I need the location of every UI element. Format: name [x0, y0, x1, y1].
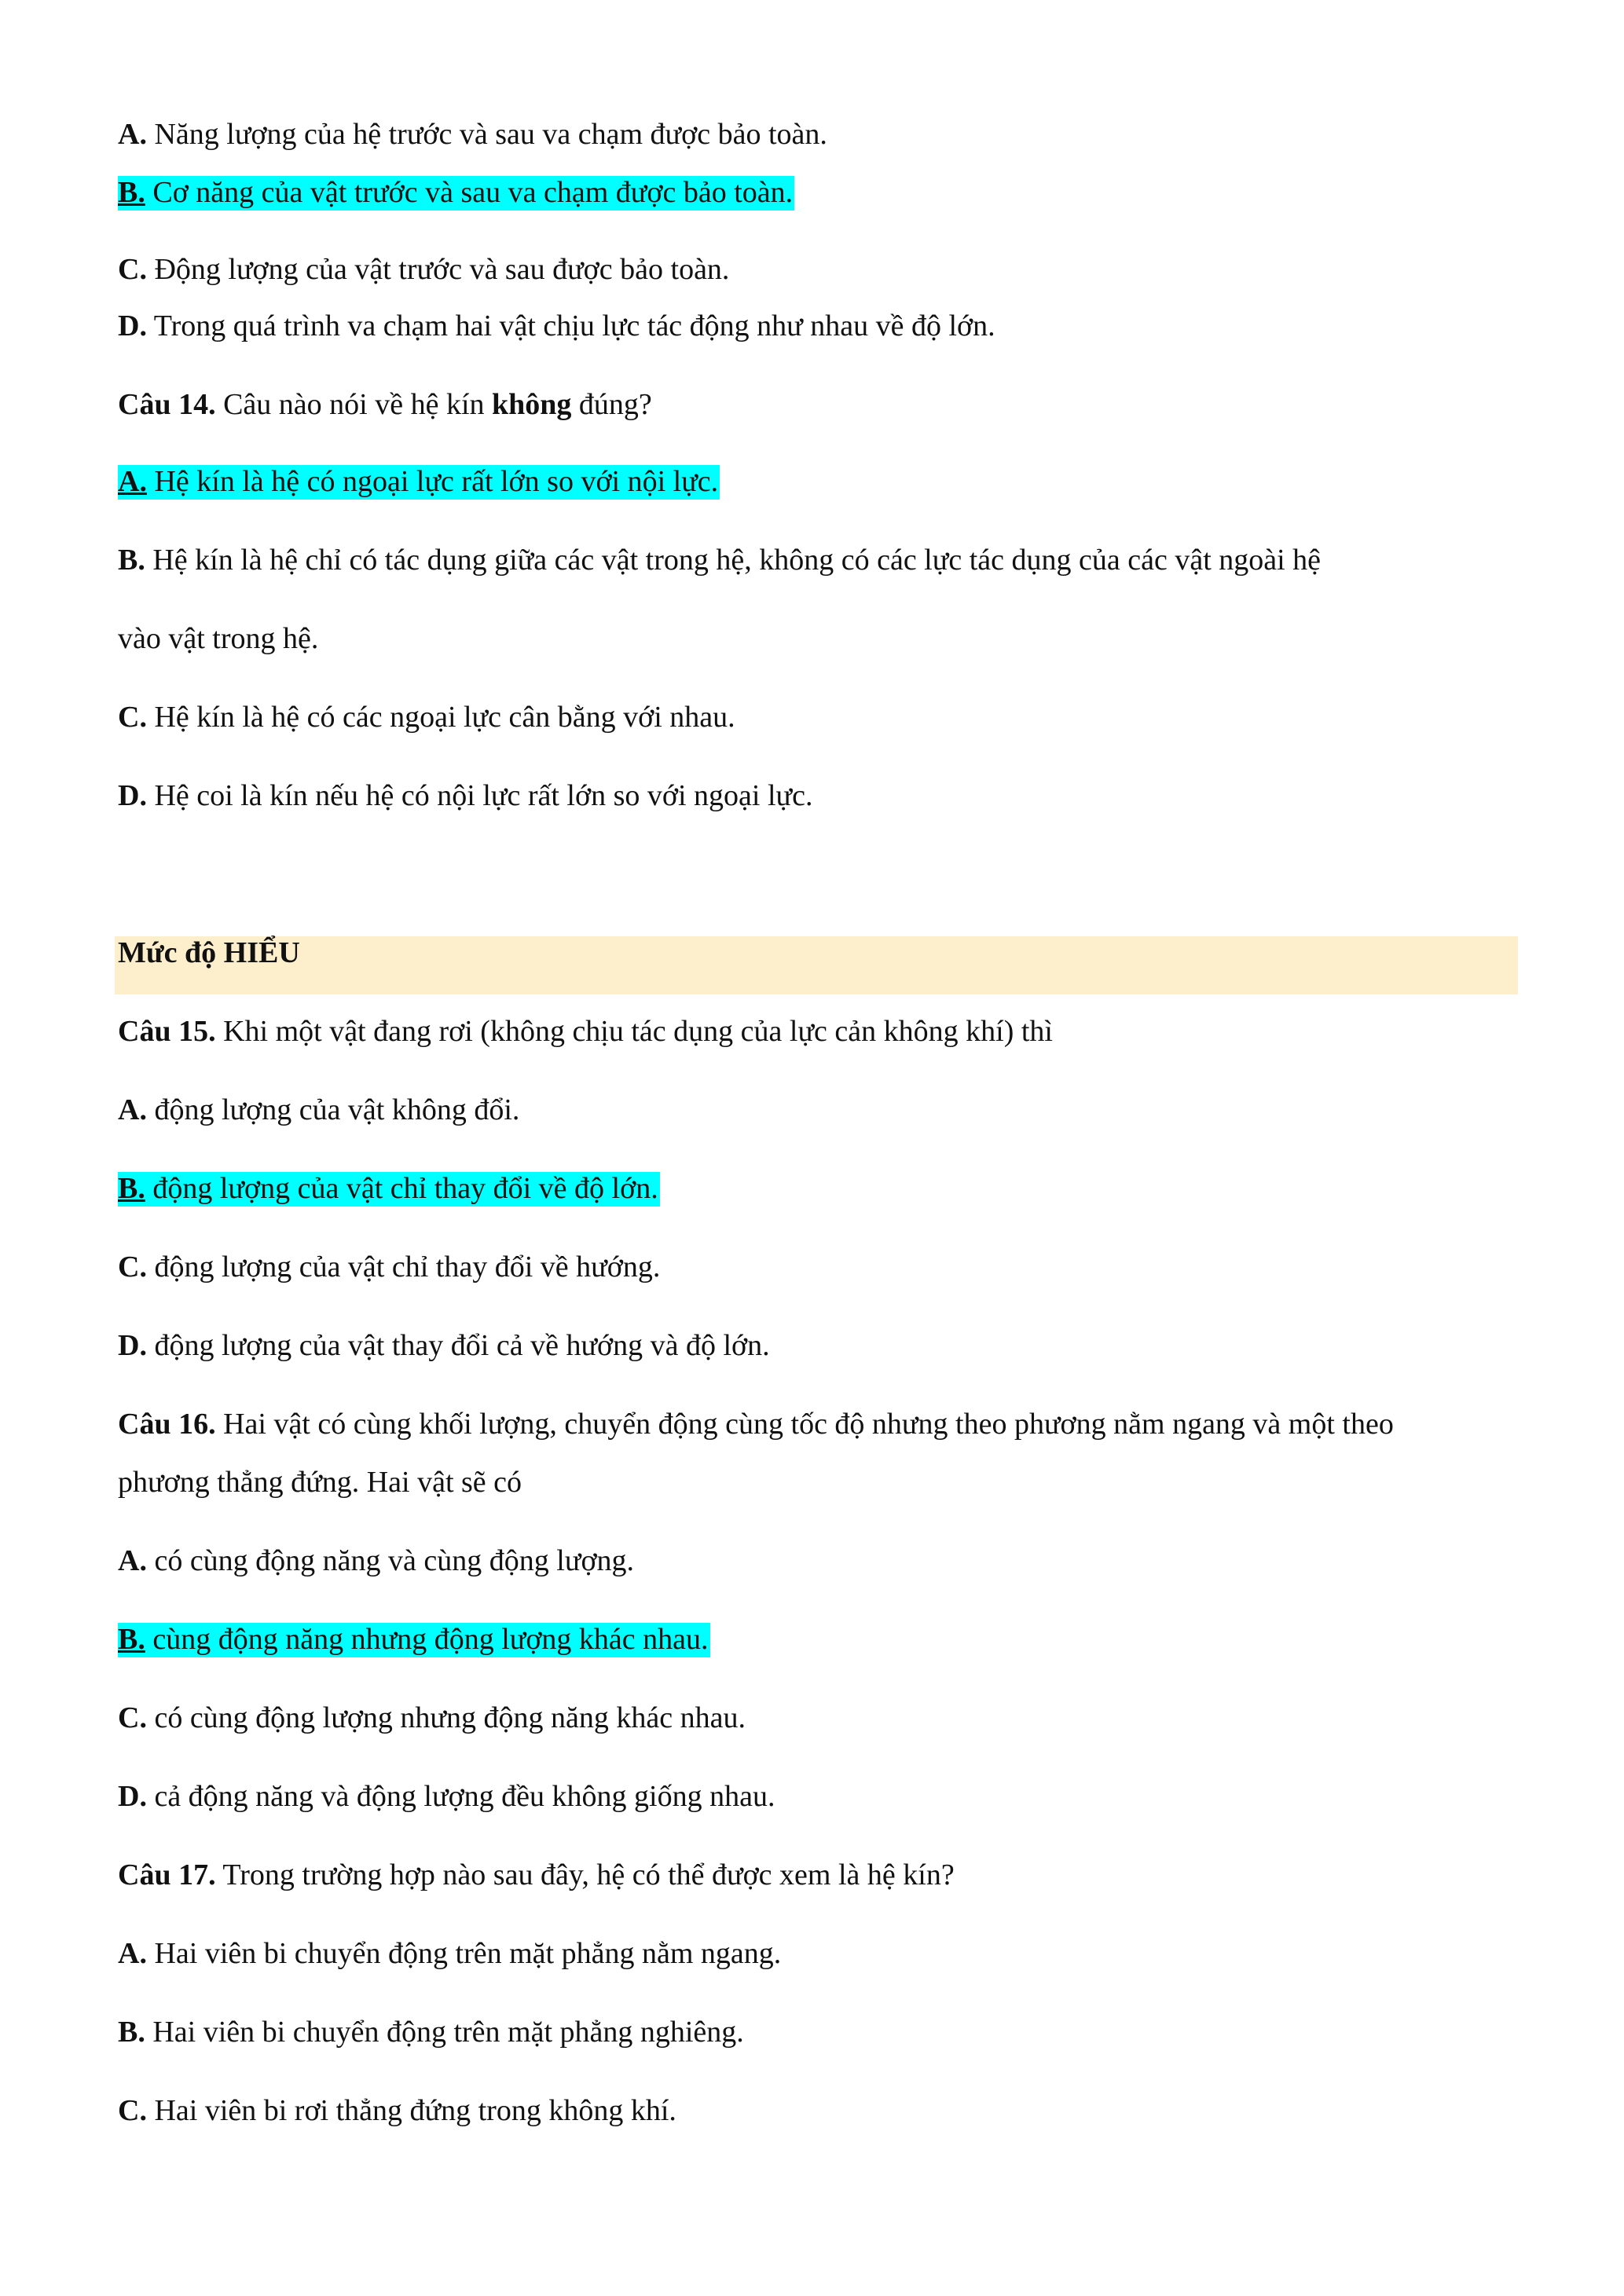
option-text: Hai viên bi chuyển động trên mặt phẳng nằm ngang.	[146, 1937, 782, 1970]
q15-option-d	[118, 1326, 770, 1365]
option-text: Hai viên bi chuyển động trên mặt phẳng nghiêng.	[145, 2016, 744, 2049]
option-label: C.	[118, 701, 147, 734]
q16-stem	[118, 1404, 1394, 1444]
question-emphasis: không	[492, 388, 572, 421]
option-label: D.	[118, 309, 147, 342]
option-text: vào vật trong hệ.	[118, 622, 319, 655]
question-number: Câu 17.	[118, 1858, 216, 1891]
option-label: B.	[118, 1623, 145, 1656]
correct-answer-highlight	[118, 1172, 660, 1207]
option-text: Động lượng của vật trước và sau được bảo toàn.	[146, 253, 730, 286]
option-text: Hệ kín là hệ có ngoại lực rất lớn so với nội lực.	[146, 465, 719, 498]
level-heading: Mức độ HIỂU	[118, 936, 300, 969]
option-text: có cùng động lượng nhưng động năng khác nhau.	[146, 1701, 746, 1734]
q13-option-d	[118, 306, 995, 346]
option-text: cả động năng và động lượng đều không giống nhau.	[146, 1780, 775, 1813]
q15-option-a	[118, 1090, 519, 1130]
q16-option-c	[118, 1698, 746, 1738]
option-label: A.	[118, 118, 147, 151]
question-number: Câu 14.	[118, 388, 216, 421]
q14-option-c	[118, 698, 735, 737]
option-label: A.	[118, 1937, 147, 1970]
option-label: D.	[118, 779, 147, 812]
q17-option-c	[118, 2091, 676, 2130]
q14-option-b	[118, 540, 1321, 580]
question-number: Câu 15.	[118, 1015, 216, 1048]
q17-option-a	[118, 1934, 781, 1973]
option-text: Hệ kín là hệ có các ngoại lực cân bằng với nhau.	[146, 701, 735, 734]
option-text: Năng lượng của hệ trước và sau va chạm được bảo toàn.	[146, 118, 827, 151]
option-label: A.	[118, 1544, 147, 1577]
q13-option-c	[118, 250, 729, 289]
option-text: Hệ kín là hệ chỉ có tác dụng giữa các vật trong hệ, không có các lực tác dụng của các vật ngoài hệ	[145, 544, 1322, 577]
question-text: Câu nào nói về hệ kín	[215, 388, 493, 421]
question-number: Câu 16.	[118, 1408, 216, 1441]
option-label: B.	[118, 544, 145, 577]
q16-stem-continued	[118, 1463, 522, 1502]
question-text: phương thẳng đứng. Hai vật sẽ có	[118, 1466, 522, 1499]
option-text: động lượng của vật chỉ thay đổi về độ lớn.	[145, 1172, 658, 1205]
option-label: C.	[118, 253, 147, 286]
q17-stem	[118, 1855, 955, 1895]
option-label: A.	[118, 1093, 147, 1126]
option-label: C.	[118, 1251, 147, 1283]
option-text: Hai viên bi rơi thẳng đứng trong không khí.	[146, 2094, 676, 2127]
question-text: Trong trường hợp nào sau đây, hệ có thể được xem là hệ kín?	[215, 1858, 955, 1891]
q14-stem	[118, 385, 652, 424]
option-label: D.	[118, 1780, 147, 1813]
option-text: động lượng của vật thay đổi cả về hướng và độ lớn.	[146, 1329, 770, 1362]
option-text: có cùng động năng và cùng động lượng.	[146, 1544, 635, 1577]
q16-option-b-correct	[118, 1620, 710, 1659]
option-label: B.	[118, 2016, 145, 2049]
option-label: B.	[118, 1172, 145, 1205]
q15-stem	[118, 1012, 1053, 1051]
q16-option-d	[118, 1777, 775, 1816]
question-text: Hai vật có cùng khối lượng, chuyển động cùng tốc độ nhưng theo phương nằm ngang và một theo	[215, 1408, 1394, 1441]
option-text: động lượng của vật không đổi.	[146, 1093, 520, 1126]
option-label: C.	[118, 1701, 147, 1734]
q15-option-b-correct	[118, 1169, 660, 1208]
q15-option-c	[118, 1247, 660, 1287]
option-label: D.	[118, 1329, 147, 1362]
correct-answer-highlight	[118, 176, 794, 211]
question-text: đúng?	[571, 388, 652, 421]
option-text: Trong quá trình va chạm hai vật chịu lực tác động như nhau về độ lớn.	[146, 309, 995, 342]
option-text: cùng động năng nhưng động lượng khác nhau.	[145, 1623, 709, 1656]
q13-option-b-correct	[118, 173, 794, 212]
q14-option-a-correct	[118, 462, 720, 501]
question-text: Khi một vật đang rơi (không chịu tác dụng của lực cản không khí) thì	[215, 1015, 1053, 1048]
level-heading-band	[115, 936, 1518, 994]
q17-option-b	[118, 2012, 744, 2052]
option-label: C.	[118, 2094, 147, 2127]
correct-answer-highlight	[118, 1623, 710, 1657]
option-text: động lượng của vật chỉ thay đổi về hướng.	[146, 1251, 661, 1283]
option-text: Hệ coi là kín nếu hệ có nội lực rất lớn so với ngoại lực.	[146, 779, 813, 812]
option-text: Cơ năng của vật trước và sau va chạm được bảo toàn.	[145, 176, 794, 209]
q14-option-d	[118, 776, 812, 815]
q14-option-b-continued	[118, 619, 318, 658]
q16-option-a	[118, 1541, 634, 1580]
correct-answer-highlight	[118, 465, 720, 500]
option-label: A.	[118, 465, 147, 498]
q13-option-a	[118, 115, 827, 154]
option-label: B.	[118, 176, 145, 209]
